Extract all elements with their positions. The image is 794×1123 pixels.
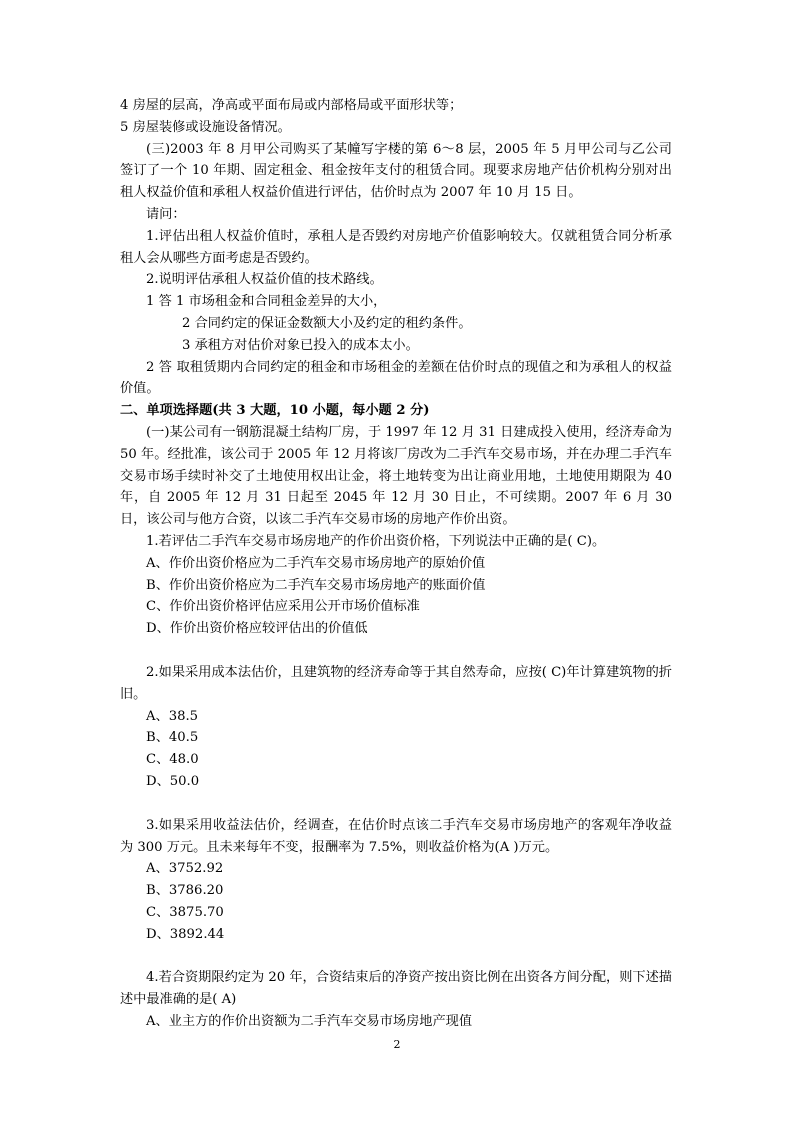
spacer [120,640,672,662]
option-b: B、作价出资价格应为二手汽车交易市场房地产的账面价值 [146,577,486,593]
answer-1-item-3: 3 承租方对估价对象已投入的成本太小。 [182,337,419,353]
question-stem: 2.如果采用成本法估价，且建筑物的经济寿命等于其自然寿命，应按( C)年计算建筑物的折旧。 [120,664,672,702]
section-heading: 二、单项选择题(共 3 大题，10 小题，每小题 2 分) [120,403,430,419]
option-d: D、3892.44 [146,926,225,942]
option-d: D、作价出资价格应较评估出的价值低 [146,621,368,637]
page-number: 2 [393,1038,401,1051]
spacer [120,793,672,815]
answer-2: 2 答 取租赁期内合同约定的租金和市场租金的差额在估价时点的现值之和为承租人的权益价值。 [120,359,672,397]
option-b: B、3786.20 [146,883,224,899]
question-stem: 1.若评估二手汽车交易市场房地产的作价出资价格，下列说法中正确的是( C)。 [146,533,606,549]
answer-1-item-2: 2 合同约定的保证金数额大小及约定的租约条件。 [182,315,472,331]
option-b: B、40.5 [146,730,199,746]
question-2: 2.说明评估承租人权益价值的技术路线。 [146,272,383,288]
question-stem: 4.若合资期限约定为 20 年，合资结束后的净资产按出资比例在出资各方间分配，则下述描述中最准确的是( A) [120,970,672,1008]
option-a: A、作价出资价格应为二手汽车交易市场房地产的原始价值 [146,555,486,571]
question-1: 1.评估出租人权益价值时，承租人是否毁约对房地产价值影响较大。仅就租赁合同分析承租人会从哪些方面考虑是否毁约。 [120,228,672,266]
option-a: A、业主方的作价出资额为二手汽车交易市场房地产现值 [146,1014,473,1030]
option-c: C、作价出资价格评估应采用公开市场价值标准 [146,599,420,615]
option-a: A、38.5 [146,708,199,724]
answer-1-item-1: 1 答 1 市场租金和合同租金差异的大小， [146,294,387,310]
option-c: C、3875.70 [146,904,224,920]
option-a: A、3752.92 [146,861,224,877]
text-line: 4 房屋的层高，净高或平面布局或内部格局或平面形状等； [120,98,463,113]
spacer [120,945,672,967]
case-three-paragraph: (三)2003 年 8 月甲公司购买了某幢写字楼的第 6～8 层，2005 年 5 月甲公司与乙公司签订了一个 10 年期、固定租金、租金按年支付的租赁合同。现要求房地产估价机构分别对出租人权益价值和承租人权益价值进行评估，估价时点为 2007 年 10 月 15 日。 [120,141,672,201]
option-d: D、50.0 [146,773,200,789]
question-prompt: 请问： [146,206,186,222]
option-c: C、48.0 [146,752,199,768]
case-one-paragraph: (一)某公司有一钢筋混凝土结构厂房，于 1997 年 12 月 31 日建成投入使用，经济寿命为 50 年。经批准，该公司于 2005 年 12 月将该厂房改为二手汽车交易市场，并在办理二手汽车交易市场手续时补交了土地使用权出让金，将土地转变为出让商业用地，土地使用期限为 40 年，自 2005 年 12 月 31 日起至 2045 年 12 月 30 日止，不可续期。2007 年 6 月 30 日，该公司与他方合资，以该二手汽车交易市场的房地产作价出资。 [120,424,672,528]
text-line: 5 房屋装修或设施设备情况。 [120,119,291,135]
document-body [120,95,672,1033]
question-stem: 3.如果采用收益法估价，经调查，在估价时点该二手汽车交易市场房地产的客观年净收益为 300 万元。且未来每年不变，报酬率为 7.5%，则收益价格为(A )万元。 [120,817,672,855]
